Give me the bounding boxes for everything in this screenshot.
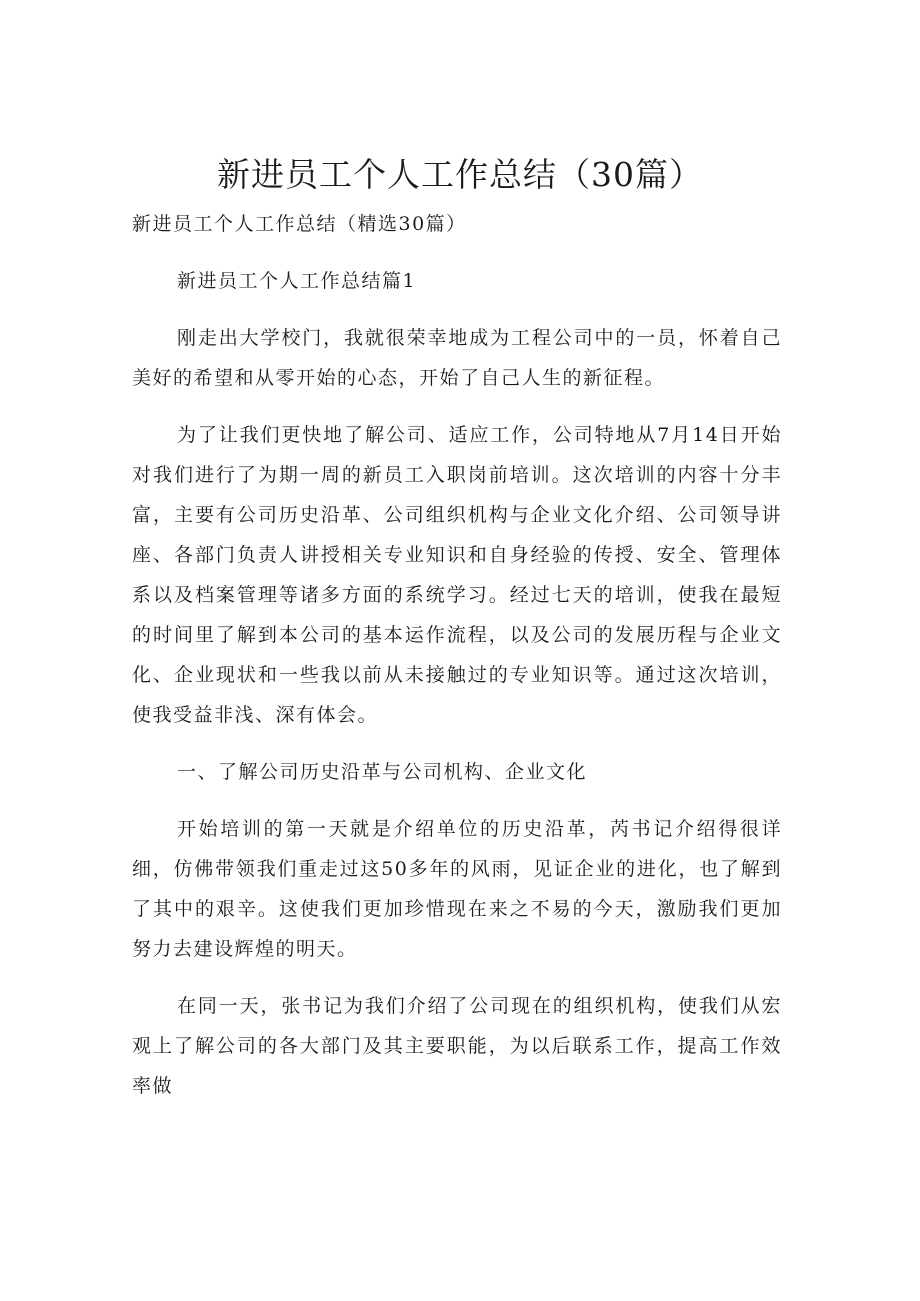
paragraph: 为了让我们更快地了解公司、适应工作，公司特地从7月14日开始对我们进行了为期一周的新员工入职岗前培训。这次培训的内容十分丰富，主要有公司历史沿革、公司组织机构与企业文化介绍、公司领导讲座、各部门负责人讲授相关专业知识和自身经验的传授、安全、管理体系以及档案管理等诸多方面的系统学习。经过七天的培训，使我在最短的时间里了解到本公司的基本运作流程，以及公司的发展历程与企业文化、企业现状和一些我以前从未接触过的专业知识等。通过这次培训，使我受益非浅、深有体会。 xyxy=(132,424,782,726)
paragraph: 开始培训的第一天就是介绍单位的历史沿革，芮书记介绍得很详细，仿佛带领我们重走过这50多年的风雨，见证企业的进化，也了解到了其中的艰辛。这使我们更加珍惜现在来之不易的今天，激励我们更加努力去建设辉煌的明天。 xyxy=(132,818,782,960)
document-body xyxy=(132,261,782,1106)
document-title: 新进员工个人工作总结（30篇） xyxy=(217,155,703,194)
document-subtitle: 新进员工个人工作总结（精选30篇） xyxy=(132,213,467,235)
subsection-heading: 一、了解公司历史沿革与公司机构、企业文化 xyxy=(177,761,588,783)
section-heading: 新进员工个人工作总结篇1 xyxy=(177,270,417,292)
paragraph: 在同一天，张书记为我们介绍了公司现在的组织机构，使我们从宏观上了解公司的各大部门及其主要职能，为以后联系工作，提高工作效率做 xyxy=(132,995,782,1097)
paragraph: 刚走出大学校门，我就很荣幸地成为工程公司中的一员，怀着自己美好的希望和从零开始的心态，开始了自己人生的新征程。 xyxy=(132,327,782,389)
